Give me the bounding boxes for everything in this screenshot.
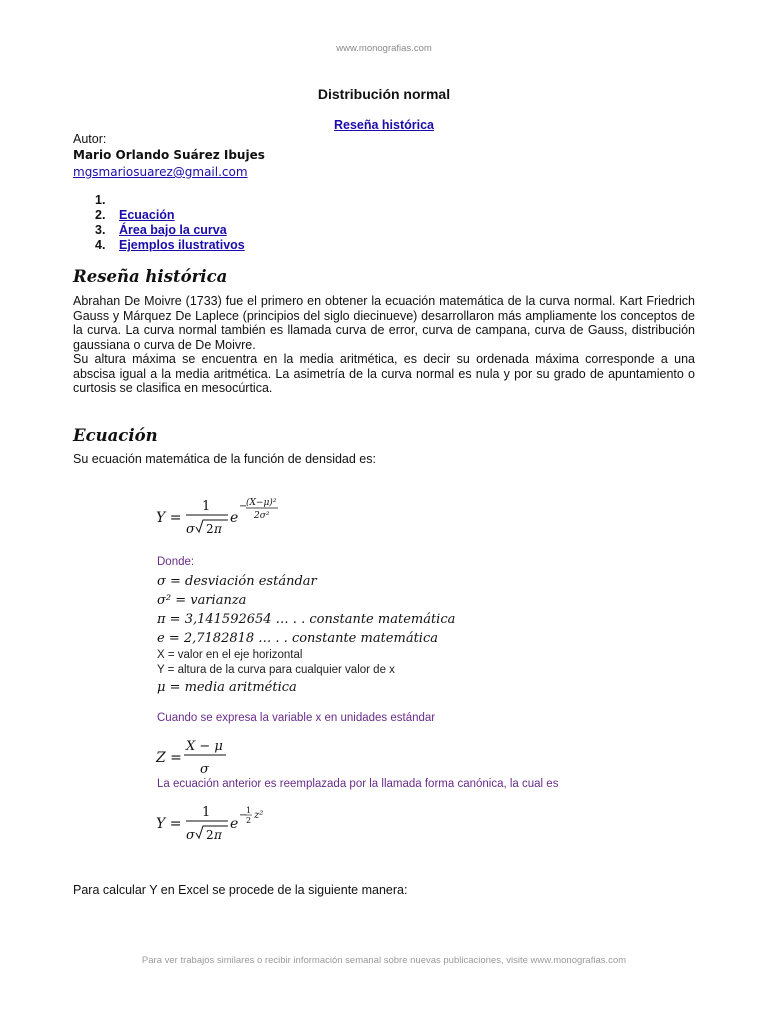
toc-item — [95, 208, 245, 223]
history-text — [73, 294, 695, 396]
svg-text:σ: σ — [186, 522, 195, 537]
svg-text:−: − — [239, 501, 248, 512]
definitions-block — [157, 553, 455, 697]
author-email-link[interactable]: mgsmariosuarez@gmail.com — [73, 165, 248, 179]
definition-mu: μ = media aritmética — [157, 680, 297, 695]
svg-text:2: 2 — [246, 816, 252, 825]
toc-number: 2. — [95, 208, 106, 222]
svg-text:π: π — [214, 828, 222, 842]
toc-number: 1. — [95, 193, 106, 207]
definition-x: X = valor en el eje horizontal — [157, 649, 303, 661]
excel-text: Para calcular Y en Excel se procede de la siguiente manera: — [73, 883, 408, 897]
author-label: Autor: — [73, 132, 107, 146]
equation-intro: Su ecuación matemática de la función de densidad es: — [73, 452, 376, 466]
svg-text:Y =: Y = — [156, 510, 182, 526]
svg-text:e: e — [230, 510, 239, 526]
density-formula — [150, 492, 310, 540]
definition-y: Y = altura de la curva para cualquier valor de x — [157, 664, 395, 676]
definition-variance: σ² = varianza — [157, 593, 247, 608]
svg-text:e: e — [230, 816, 239, 832]
canonical-form-text: La ecuación anterior es reemplazada por la llamada forma canónica, la cual es — [157, 778, 559, 790]
svg-text:1: 1 — [202, 805, 211, 820]
history-paragraph-2: Su altura máxima se encuentra en la media aritmética, es decir su ordenada máxima corresponde a una abscisa igual a la media aritmética. La asimetría de la curva normal es nula y por su grado de apuntamiento o curtosis se clasifica en mesocúrtica. — [73, 352, 695, 395]
definitions-donde: Donde: — [157, 556, 195, 568]
svg-text:z²: z² — [254, 810, 264, 821]
header-url: www.monografias.com — [336, 43, 432, 54]
toc-link-ecuacion[interactable]: Ecuación — [119, 208, 175, 222]
svg-text:X − μ: X − μ — [186, 739, 223, 754]
history-paragraph-1: Abrahan De Moivre (1733) fue el primero en obtener la ecuación matemática de la curva normal. Kart Friedrich Gauss y Márquez De Laplece (principios del siglo diecinueve) desarrollaron más ampliamente los conceptos de la curva. La curva normal también es llamada curva de error, curva de campana, curva de Gauss, distribución gaussiana o curva de De Moivre. — [73, 294, 695, 352]
svg-text:Y =: Y = — [156, 816, 182, 832]
history-link[interactable]: Reseña histórica — [333, 118, 435, 132]
toc-number: 4. — [95, 238, 106, 252]
svg-text:1: 1 — [246, 806, 252, 815]
toc-link-area[interactable]: Área bajo la curva — [119, 223, 227, 237]
svg-text:σ: σ — [186, 828, 195, 843]
section-heading-history: Reseña histórica — [73, 267, 228, 286]
author-block — [73, 131, 265, 180]
svg-text:σ: σ — [200, 762, 209, 777]
definition-e: e = 2,7182818 … . . constante matemática — [157, 631, 438, 646]
footer-text: Para ver trabajos similares o recibir información semanal sobre nuevas publicaciones, visite www.monografias.com — [141, 955, 627, 966]
table-of-contents — [95, 193, 245, 253]
z-formula — [150, 736, 250, 778]
svg-text:Z =: Z = — [156, 750, 182, 766]
svg-text:2: 2 — [206, 828, 214, 842]
canonical-formula — [150, 800, 290, 846]
svg-text:1: 1 — [202, 499, 211, 514]
toc-item — [95, 193, 245, 208]
toc-link-ejemplos[interactable]: Ejemplos ilustrativos — [119, 238, 245, 252]
svg-text:2: 2 — [206, 522, 214, 536]
definition-sigma: σ = desviación estándar — [157, 574, 317, 589]
definition-pi: π = 3,141592654 … . . constante matemática — [157, 612, 456, 627]
section-heading-equation: Ecuación — [73, 426, 158, 445]
svg-text:2σ²: 2σ² — [254, 511, 270, 521]
author-name: Mario Orlando Suárez Ibujes — [73, 148, 265, 162]
toc-item — [95, 223, 245, 238]
toc-item — [95, 238, 245, 253]
svg-text:−: − — [239, 810, 248, 821]
svg-text:(X−μ)²: (X−μ)² — [246, 498, 277, 508]
document-title: Distribución normal — [317, 86, 451, 102]
svg-text:π: π — [214, 522, 222, 536]
standard-units-text: Cuando se expresa la variable x en unidades estándar — [157, 712, 436, 724]
history-link-container — [0, 118, 768, 132]
toc-number: 3. — [95, 223, 106, 237]
